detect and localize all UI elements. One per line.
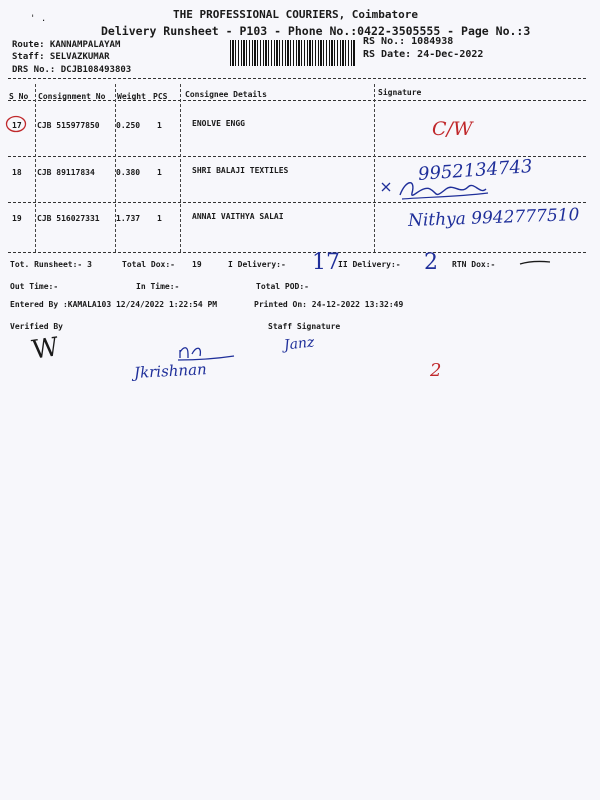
table-row-consignment: CJB 516027331 [37, 214, 100, 223]
rs-number: RS No.: 1084938 [363, 36, 454, 47]
corner-mark: ' . [30, 14, 47, 24]
out-time-label: Out Time:- [10, 282, 59, 291]
col-divider [180, 84, 181, 252]
table-row-weight: 0.380 [116, 168, 141, 177]
i-delivery-label: I Delivery:- [228, 260, 286, 269]
table-row-consignment: CJB 515977850 [37, 121, 100, 130]
rtn-dox-label: RTN Dox:- [452, 260, 496, 269]
rule-top [8, 78, 586, 79]
col-header-signature: Signature [378, 88, 422, 97]
verifier-name-signature: Jkrishnan [133, 360, 208, 382]
table-row-consignee: ANNAI VAITHYA SALAI [192, 212, 284, 221]
route-label: Route: KANNAMPALAYAM [12, 40, 121, 50]
table-row-sno: 19 [12, 214, 22, 223]
ii-delivery-count: 2 [424, 250, 438, 275]
i-delivery-count: 17 [312, 250, 340, 275]
rule-row-19 [8, 252, 586, 253]
table-row-consignee: SHRI BALAJI TEXTILES [192, 166, 289, 175]
staff-label: Staff: SELVAZKUMAR [12, 52, 110, 62]
rs-date: RS Date: 24-Dec-2022 [363, 49, 484, 60]
signature-row-19: Nithya 9942777510 [407, 205, 580, 231]
table-row-weight: 0.250 [116, 121, 141, 130]
entered-by: Entered By :KAMALA103 12/24/2022 1:22:54 PM [10, 300, 218, 309]
table-row-pcs: 1 [157, 214, 162, 223]
staff-signature-label: Staff Signature [268, 322, 341, 331]
verification-mark: W [30, 332, 61, 366]
signature-row-17: C/W [432, 118, 473, 140]
col-divider [35, 84, 36, 252]
col-header-consignment: Consignment No [38, 92, 106, 101]
table-row-sno: 17 [12, 121, 22, 130]
circle-mark-icon [5, 115, 27, 133]
rule-row-17 [8, 156, 586, 157]
printed-on: Printed On: 24-12-2022 13:32:49 [254, 300, 404, 309]
col-header-consignee: Consignee Details [185, 90, 267, 99]
in-time-label: In Time:- [136, 282, 180, 291]
total-runsheet: Tot. Runsheet:- 3 [10, 260, 92, 269]
dash-mark-icon [518, 258, 552, 268]
col-header-sno: S No [9, 92, 29, 101]
table-row-sno: 18 [12, 168, 22, 177]
col-divider [374, 84, 375, 252]
initials-scribble-icon [174, 340, 238, 362]
col-header-weight: Weight [117, 92, 146, 101]
total-dox-value: 19 [192, 260, 202, 269]
red-annotation: 2 [430, 360, 442, 381]
table-row-consignment: CJB 89117834 [37, 168, 95, 177]
table-row-weight: 1.737 [116, 214, 141, 223]
table-row-consignee: ENOLVE ENGG [192, 119, 245, 128]
signature-scribble-icon [376, 175, 516, 205]
table-row-pcs: 1 [157, 121, 162, 130]
table-row-pcs: 1 [157, 168, 162, 177]
signature-row-18: 9952134743 [417, 156, 534, 185]
runsheet-subtitle: Delivery Runsheet - P103 - Phone No.:0422-3505555 - Page No.:3 [101, 24, 531, 38]
staff-signature: Janz [283, 334, 316, 354]
col-header-pcs: PCS [153, 92, 168, 101]
company-title: THE PROFESSIONAL COURIERS, Coimbatore [173, 8, 419, 21]
ii-delivery-label: II Delivery:- [338, 260, 401, 269]
drs-number: DRS No.: DCJB108493803 [12, 65, 132, 75]
total-pod-label: Total POD:- [256, 282, 309, 291]
verified-by-label: Verified By [10, 322, 63, 331]
barcode [230, 40, 356, 66]
total-dox-label: Total Dox:- [122, 260, 175, 269]
